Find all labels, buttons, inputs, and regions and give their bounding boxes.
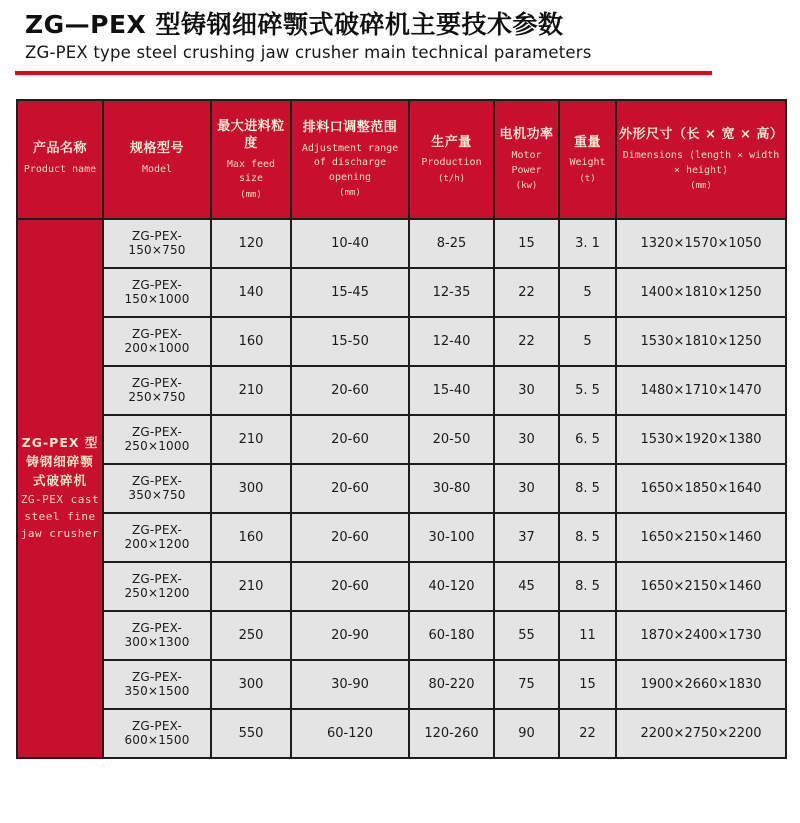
technical-parameters-table bbox=[16, 99, 787, 759]
cell-weight: 8. 5 bbox=[559, 464, 616, 513]
header-discharge-range bbox=[291, 100, 409, 219]
header-label-zh: 重量 bbox=[573, 134, 601, 150]
cell-production: 12-40 bbox=[409, 317, 494, 366]
cell-dimensions: 1530×1810×1250 bbox=[616, 317, 786, 366]
cell-motor-power: 22 bbox=[494, 268, 559, 317]
header-label-en: Production bbox=[421, 157, 482, 169]
header-label-en: Dimensions (length × width × height) bbox=[622, 150, 780, 176]
cell-model: ZG-PEX-600×1500 bbox=[103, 709, 211, 758]
header-unit: (t) bbox=[579, 173, 596, 184]
cell-weight: 5 bbox=[559, 268, 616, 317]
cell-discharge-range: 20-60 bbox=[291, 464, 409, 513]
table-row bbox=[17, 709, 786, 758]
cell-dimensions: 1650×1850×1640 bbox=[616, 464, 786, 513]
cell-discharge-range: 20-60 bbox=[291, 562, 409, 611]
header-product-name bbox=[17, 100, 103, 219]
red-divider-rule bbox=[15, 71, 712, 75]
table-body bbox=[17, 219, 786, 758]
cell-discharge-range: 30-90 bbox=[291, 660, 409, 709]
table-row bbox=[17, 366, 786, 415]
cell-max-feed-size: 250 bbox=[211, 611, 291, 660]
table-row bbox=[17, 660, 786, 709]
cell-production: 120-260 bbox=[409, 709, 494, 758]
cell-max-feed-size: 160 bbox=[211, 513, 291, 562]
cell-production: 60-180 bbox=[409, 611, 494, 660]
cell-motor-power: 15 bbox=[494, 219, 559, 268]
cell-motor-power: 37 bbox=[494, 513, 559, 562]
cell-dimensions: 1320×1570×1050 bbox=[616, 219, 786, 268]
cell-discharge-range: 20-90 bbox=[291, 611, 409, 660]
header-unit: (mm) bbox=[690, 181, 712, 192]
table-row bbox=[17, 219, 786, 268]
cell-production: 40-120 bbox=[409, 562, 494, 611]
cell-dimensions: 1400×1810×1250 bbox=[616, 268, 786, 317]
cell-motor-power: 75 bbox=[494, 660, 559, 709]
header-label-zh: 最大进料粒度 bbox=[217, 118, 285, 151]
header-unit: (mm) bbox=[240, 189, 262, 200]
header-dimensions bbox=[616, 100, 786, 219]
cell-motor-power: 30 bbox=[494, 415, 559, 464]
cell-motor-power: 55 bbox=[494, 611, 559, 660]
header-label-en: Motor Power bbox=[511, 150, 542, 176]
table-row bbox=[17, 317, 786, 366]
cell-discharge-range: 20-60 bbox=[291, 366, 409, 415]
table-row bbox=[17, 611, 786, 660]
header-production bbox=[409, 100, 494, 219]
header-label-zh: 电机功率 bbox=[499, 127, 554, 143]
header-label-zh: 规格型号 bbox=[129, 141, 184, 157]
table-header bbox=[17, 100, 786, 219]
cell-max-feed-size: 300 bbox=[211, 660, 291, 709]
cell-weight: 6. 5 bbox=[559, 415, 616, 464]
cell-motor-power: 90 bbox=[494, 709, 559, 758]
cell-motor-power: 30 bbox=[494, 464, 559, 513]
table-row bbox=[17, 415, 786, 464]
cell-production: 12-35 bbox=[409, 268, 494, 317]
cell-model: ZG-PEX-200×1200 bbox=[103, 513, 211, 562]
cell-dimensions: 1900×2660×1830 bbox=[616, 660, 786, 709]
cell-discharge-range: 60-120 bbox=[291, 709, 409, 758]
cell-production: 30-100 bbox=[409, 513, 494, 562]
cell-motor-power: 45 bbox=[494, 562, 559, 611]
header-label-en: Weight bbox=[569, 157, 606, 169]
table-row bbox=[17, 562, 786, 611]
cell-max-feed-size: 550 bbox=[211, 709, 291, 758]
header-unit: (mm) bbox=[339, 188, 361, 199]
cell-dimensions: 1650×2150×1460 bbox=[616, 513, 786, 562]
table-row bbox=[17, 513, 786, 562]
cell-motor-power: 30 bbox=[494, 366, 559, 415]
header-label-zh: 产品名称 bbox=[32, 141, 87, 157]
cell-discharge-range: 15-50 bbox=[291, 317, 409, 366]
cell-weight: 8. 5 bbox=[559, 562, 616, 611]
cell-production: 30-80 bbox=[409, 464, 494, 513]
cell-dimensions: 1530×1920×1380 bbox=[616, 415, 786, 464]
header-label-en: Product name bbox=[23, 163, 97, 175]
cell-production: 80-220 bbox=[409, 660, 494, 709]
cell-model: ZG-PEX-350×1500 bbox=[103, 660, 211, 709]
cell-model: ZG-PEX-150×1000 bbox=[103, 268, 211, 317]
cell-max-feed-size: 210 bbox=[211, 415, 291, 464]
header-label-en: Model bbox=[141, 163, 173, 175]
cell-weight: 3. 1 bbox=[559, 219, 616, 268]
header-label-en: Adjustment range of discharge opening bbox=[301, 142, 399, 183]
header-unit: (kw) bbox=[515, 181, 538, 192]
cell-production: 8-25 bbox=[409, 219, 494, 268]
product-name-cell bbox=[17, 219, 103, 758]
cell-model: ZG-PEX-150×750 bbox=[103, 219, 211, 268]
cell-weight: 5 bbox=[559, 317, 616, 366]
cell-model: ZG-PEX-350×750 bbox=[103, 464, 211, 513]
header-label-zh: 排料口调整范围 bbox=[302, 120, 398, 136]
cell-discharge-range: 15-45 bbox=[291, 268, 409, 317]
page-title-chinese: ZG—PEX 型铸钢细碎颚式破碎机主要技术参数 bbox=[25, 10, 564, 39]
cell-model: ZG-PEX-250×750 bbox=[103, 366, 211, 415]
cell-discharge-range: 20-60 bbox=[291, 513, 409, 562]
cell-discharge-range: 10-40 bbox=[291, 219, 409, 268]
cell-model: ZG-PEX-250×1000 bbox=[103, 415, 211, 464]
table-row bbox=[17, 268, 786, 317]
cell-dimensions: 1650×2150×1460 bbox=[616, 562, 786, 611]
product-name-chinese: ZG-PEX 型铸钢细碎颚式破碎机 bbox=[21, 435, 99, 488]
cell-weight: 8. 5 bbox=[559, 513, 616, 562]
header-weight bbox=[559, 100, 616, 219]
cell-model: ZG-PEX-250×1200 bbox=[103, 562, 211, 611]
cell-max-feed-size: 120 bbox=[211, 219, 291, 268]
cell-max-feed-size: 160 bbox=[211, 317, 291, 366]
cell-dimensions: 1870×2400×1730 bbox=[616, 611, 786, 660]
cell-max-feed-size: 300 bbox=[211, 464, 291, 513]
cell-weight: 11 bbox=[559, 611, 616, 660]
header-motor-power bbox=[494, 100, 559, 219]
cell-max-feed-size: 210 bbox=[211, 366, 291, 415]
header-label-zh: 生产量 bbox=[431, 134, 472, 150]
cell-production: 15-40 bbox=[409, 366, 494, 415]
cell-production: 20-50 bbox=[409, 415, 494, 464]
table-row bbox=[17, 464, 786, 513]
header-row bbox=[17, 100, 786, 219]
page-title-english: ZG-PEX type steel crushing jaw crusher main technical parameters bbox=[25, 42, 592, 62]
cell-max-feed-size: 140 bbox=[211, 268, 291, 317]
header-max-feed-size bbox=[211, 100, 291, 219]
header-label-en: Max feed size bbox=[226, 158, 276, 185]
header-label-zh: 外形尺寸（长 × 宽 × 高） bbox=[619, 127, 784, 143]
product-name-english: ZG-PEX cast steel fine jaw crusher bbox=[20, 493, 100, 541]
cell-max-feed-size: 210 bbox=[211, 562, 291, 611]
cell-model: ZG-PEX-300×1300 bbox=[103, 611, 211, 660]
cell-dimensions: 2200×2750×2200 bbox=[616, 709, 786, 758]
header-unit: (t/h) bbox=[437, 173, 466, 184]
header-model bbox=[103, 100, 211, 219]
cell-weight: 5. 5 bbox=[559, 366, 616, 415]
cell-model: ZG-PEX-200×1000 bbox=[103, 317, 211, 366]
cell-dimensions: 1480×1710×1470 bbox=[616, 366, 786, 415]
cell-weight: 15 bbox=[559, 660, 616, 709]
cell-motor-power: 22 bbox=[494, 317, 559, 366]
page-header bbox=[0, 0, 800, 75]
cell-discharge-range: 20-60 bbox=[291, 415, 409, 464]
cell-weight: 22 bbox=[559, 709, 616, 758]
